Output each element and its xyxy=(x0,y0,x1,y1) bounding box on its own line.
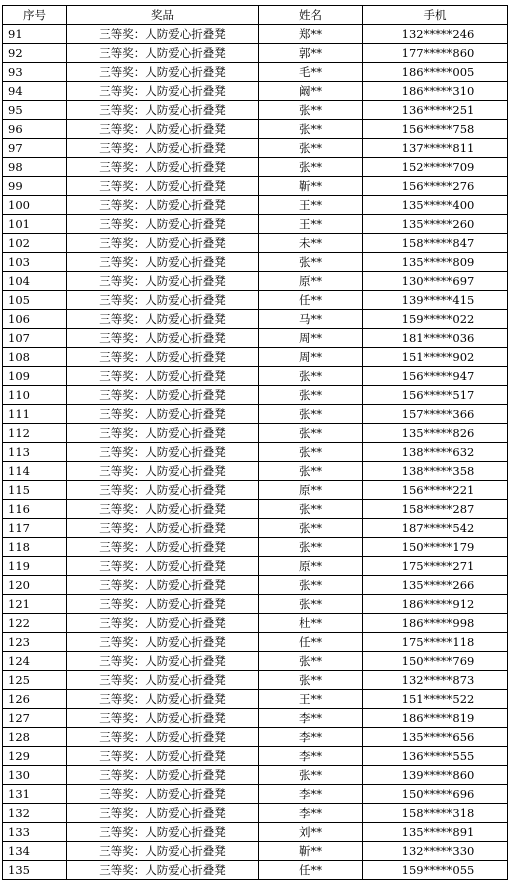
row-phone: 177*****860 xyxy=(363,44,508,63)
row-phone: 138*****358 xyxy=(363,462,508,481)
row-phone: 132*****873 xyxy=(363,671,508,690)
row-phone: 139*****415 xyxy=(363,291,508,310)
row-index: 131 xyxy=(3,785,67,804)
row-phone: 157*****366 xyxy=(363,405,508,424)
table-row xyxy=(3,785,508,804)
row-name: 张** xyxy=(259,101,363,120)
row-index: 109 xyxy=(3,367,67,386)
header-index: 序号 xyxy=(3,6,67,25)
row-phone: 150*****696 xyxy=(363,785,508,804)
table-header xyxy=(3,6,508,25)
row-index: 102 xyxy=(3,234,67,253)
row-prize: 三等奖：人防爱心折叠凳 xyxy=(67,747,259,766)
table-row xyxy=(3,861,508,880)
row-prize: 三等奖：人防爱心折叠凳 xyxy=(67,234,259,253)
row-name: 周** xyxy=(259,348,363,367)
row-index: 103 xyxy=(3,253,67,272)
row-phone: 186*****005 xyxy=(363,63,508,82)
row-phone: 158*****287 xyxy=(363,500,508,519)
table-row xyxy=(3,310,508,329)
table-row xyxy=(3,842,508,861)
row-name: 李** xyxy=(259,804,363,823)
row-name: 张** xyxy=(259,519,363,538)
table-row xyxy=(3,405,508,424)
row-prize: 三等奖：人防爱心折叠凳 xyxy=(67,690,259,709)
row-name: 王** xyxy=(259,196,363,215)
row-prize: 三等奖：人防爱心折叠凳 xyxy=(67,348,259,367)
table-row xyxy=(3,139,508,158)
table-row xyxy=(3,633,508,652)
row-name: 毛** xyxy=(259,63,363,82)
row-index: 120 xyxy=(3,576,67,595)
row-index: 98 xyxy=(3,158,67,177)
table-row xyxy=(3,291,508,310)
row-prize: 三等奖：人防爱心折叠凳 xyxy=(67,728,259,747)
row-name: 张** xyxy=(259,671,363,690)
table-row xyxy=(3,272,508,291)
row-phone: 186*****819 xyxy=(363,709,508,728)
row-phone: 158*****318 xyxy=(363,804,508,823)
row-phone: 137*****811 xyxy=(363,139,508,158)
row-name: 王** xyxy=(259,690,363,709)
row-phone: 135*****891 xyxy=(363,823,508,842)
table-row xyxy=(3,709,508,728)
row-index: 104 xyxy=(3,272,67,291)
row-name: 刘** xyxy=(259,823,363,842)
row-phone: 156*****758 xyxy=(363,120,508,139)
table-row xyxy=(3,25,508,44)
row-prize: 三等奖：人防爱心折叠凳 xyxy=(67,63,259,82)
row-prize: 三等奖：人防爱心折叠凳 xyxy=(67,633,259,652)
row-phone: 156*****276 xyxy=(363,177,508,196)
table-row xyxy=(3,462,508,481)
row-name: 阚** xyxy=(259,82,363,101)
row-index: 134 xyxy=(3,842,67,861)
table-row xyxy=(3,386,508,405)
table-row xyxy=(3,253,508,272)
row-name: 张** xyxy=(259,367,363,386)
row-prize: 三等奖：人防爱心折叠凳 xyxy=(67,595,259,614)
header-row xyxy=(3,6,508,25)
row-name: 张** xyxy=(259,443,363,462)
row-prize: 三等奖：人防爱心折叠凳 xyxy=(67,823,259,842)
row-phone: 175*****271 xyxy=(363,557,508,576)
row-index: 111 xyxy=(3,405,67,424)
row-index: 115 xyxy=(3,481,67,500)
row-prize: 三等奖：人防爱心折叠凳 xyxy=(67,842,259,861)
row-phone: 186*****912 xyxy=(363,595,508,614)
row-index: 93 xyxy=(3,63,67,82)
row-index: 132 xyxy=(3,804,67,823)
row-index: 94 xyxy=(3,82,67,101)
row-phone: 135*****260 xyxy=(363,215,508,234)
row-name: 郑** xyxy=(259,25,363,44)
row-prize: 三等奖：人防爱心折叠凳 xyxy=(67,785,259,804)
row-index: 106 xyxy=(3,310,67,329)
row-name: 任** xyxy=(259,861,363,880)
table-row xyxy=(3,348,508,367)
row-prize: 三等奖：人防爱心折叠凳 xyxy=(67,671,259,690)
row-prize: 三等奖：人防爱心折叠凳 xyxy=(67,120,259,139)
row-prize: 三等奖：人防爱心折叠凳 xyxy=(67,101,259,120)
row-phone: 151*****902 xyxy=(363,348,508,367)
row-prize: 三等奖：人防爱心折叠凳 xyxy=(67,804,259,823)
row-name: 任** xyxy=(259,291,363,310)
row-index: 122 xyxy=(3,614,67,633)
row-prize: 三等奖：人防爱心折叠凳 xyxy=(67,652,259,671)
table-row xyxy=(3,652,508,671)
row-index: 126 xyxy=(3,690,67,709)
row-phone: 159*****055 xyxy=(363,861,508,880)
row-prize: 三等奖：人防爱心折叠凳 xyxy=(67,291,259,310)
row-prize: 三等奖：人防爱心折叠凳 xyxy=(67,253,259,272)
row-prize: 三等奖：人防爱心折叠凳 xyxy=(67,25,259,44)
row-index: 92 xyxy=(3,44,67,63)
row-index: 100 xyxy=(3,196,67,215)
row-name: 王** xyxy=(259,215,363,234)
table-row xyxy=(3,82,508,101)
row-prize: 三等奖：人防爱心折叠凳 xyxy=(67,443,259,462)
table-row xyxy=(3,500,508,519)
table-row xyxy=(3,671,508,690)
row-prize: 三等奖：人防爱心折叠凳 xyxy=(67,709,259,728)
row-index: 91 xyxy=(3,25,67,44)
row-phone: 175*****118 xyxy=(363,633,508,652)
table-row xyxy=(3,538,508,557)
row-prize: 三等奖：人防爱心折叠凳 xyxy=(67,614,259,633)
row-name: 郭** xyxy=(259,44,363,63)
row-index: 117 xyxy=(3,519,67,538)
row-prize: 三等奖：人防爱心折叠凳 xyxy=(67,329,259,348)
table-row xyxy=(3,557,508,576)
row-name: 靳** xyxy=(259,842,363,861)
table-row xyxy=(3,804,508,823)
row-phone: 132*****330 xyxy=(363,842,508,861)
table-row xyxy=(3,747,508,766)
row-name: 张** xyxy=(259,120,363,139)
table-row xyxy=(3,44,508,63)
row-phone: 151*****522 xyxy=(363,690,508,709)
row-phone: 135*****809 xyxy=(363,253,508,272)
table-row xyxy=(3,215,508,234)
row-name: 原** xyxy=(259,557,363,576)
row-prize: 三等奖：人防爱心折叠凳 xyxy=(67,386,259,405)
row-phone: 139*****860 xyxy=(363,766,508,785)
row-name: 原** xyxy=(259,272,363,291)
row-phone: 159*****022 xyxy=(363,310,508,329)
table-row xyxy=(3,120,508,139)
row-prize: 三等奖：人防爱心折叠凳 xyxy=(67,538,259,557)
row-phone: 135*****266 xyxy=(363,576,508,595)
table-row xyxy=(3,728,508,747)
table-body xyxy=(3,25,508,880)
row-phone: 156*****221 xyxy=(363,481,508,500)
table-row xyxy=(3,576,508,595)
row-phone: 132*****246 xyxy=(363,25,508,44)
row-name: 张** xyxy=(259,405,363,424)
row-name: 张** xyxy=(259,538,363,557)
row-name: 张** xyxy=(259,500,363,519)
table-row xyxy=(3,329,508,348)
row-index: 101 xyxy=(3,215,67,234)
row-index: 97 xyxy=(3,139,67,158)
row-prize: 三等奖：人防爱心折叠凳 xyxy=(67,158,259,177)
row-phone: 150*****179 xyxy=(363,538,508,557)
row-name: 张** xyxy=(259,595,363,614)
row-prize: 三等奖：人防爱心折叠凳 xyxy=(67,139,259,158)
row-index: 95 xyxy=(3,101,67,120)
row-prize: 三等奖：人防爱心折叠凳 xyxy=(67,766,259,785)
row-name: 张** xyxy=(259,462,363,481)
table-row xyxy=(3,367,508,386)
table-row xyxy=(3,766,508,785)
table-row xyxy=(3,481,508,500)
row-prize: 三等奖：人防爱心折叠凳 xyxy=(67,519,259,538)
table-row xyxy=(3,234,508,253)
row-prize: 三等奖：人防爱心折叠凳 xyxy=(67,481,259,500)
row-index: 107 xyxy=(3,329,67,348)
row-index: 119 xyxy=(3,557,67,576)
row-index: 135 xyxy=(3,861,67,880)
row-index: 130 xyxy=(3,766,67,785)
table-row xyxy=(3,614,508,633)
row-phone: 186*****998 xyxy=(363,614,508,633)
row-index: 125 xyxy=(3,671,67,690)
row-name: 张** xyxy=(259,766,363,785)
row-name: 原** xyxy=(259,481,363,500)
row-name: 张** xyxy=(259,576,363,595)
row-prize: 三等奖：人防爱心折叠凳 xyxy=(67,405,259,424)
table-row xyxy=(3,177,508,196)
row-phone: 152*****709 xyxy=(363,158,508,177)
table-row xyxy=(3,158,508,177)
row-name: 张** xyxy=(259,386,363,405)
table-row xyxy=(3,196,508,215)
table-row xyxy=(3,823,508,842)
row-prize: 三等奖：人防爱心折叠凳 xyxy=(67,272,259,291)
row-name: 周** xyxy=(259,329,363,348)
row-phone: 158*****847 xyxy=(363,234,508,253)
row-index: 99 xyxy=(3,177,67,196)
row-prize: 三等奖：人防爱心折叠凳 xyxy=(67,82,259,101)
row-prize: 三等奖：人防爱心折叠凳 xyxy=(67,576,259,595)
row-name: 靳** xyxy=(259,177,363,196)
row-prize: 三等奖：人防爱心折叠凳 xyxy=(67,196,259,215)
row-name: 张** xyxy=(259,158,363,177)
row-prize: 三等奖：人防爱心折叠凳 xyxy=(67,424,259,443)
table-row xyxy=(3,63,508,82)
row-index: 128 xyxy=(3,728,67,747)
row-prize: 三等奖：人防爱心折叠凳 xyxy=(67,215,259,234)
row-name: 任** xyxy=(259,633,363,652)
row-index: 121 xyxy=(3,595,67,614)
row-prize: 三等奖：人防爱心折叠凳 xyxy=(67,462,259,481)
row-index: 113 xyxy=(3,443,67,462)
header-prize: 奖品 xyxy=(67,6,259,25)
row-prize: 三等奖：人防爱心折叠凳 xyxy=(67,557,259,576)
row-phone: 187*****542 xyxy=(363,519,508,538)
row-index: 124 xyxy=(3,652,67,671)
table-row xyxy=(3,595,508,614)
row-phone: 156*****947 xyxy=(363,367,508,386)
row-name: 李** xyxy=(259,709,363,728)
row-index: 108 xyxy=(3,348,67,367)
row-name: 马** xyxy=(259,310,363,329)
table-row xyxy=(3,443,508,462)
row-name: 张** xyxy=(259,424,363,443)
row-phone: 135*****400 xyxy=(363,196,508,215)
row-index: 110 xyxy=(3,386,67,405)
row-phone: 181*****036 xyxy=(363,329,508,348)
row-name: 未** xyxy=(259,234,363,253)
row-phone: 150*****769 xyxy=(363,652,508,671)
row-name: 李** xyxy=(259,785,363,804)
row-phone: 136*****251 xyxy=(363,101,508,120)
row-phone: 130*****697 xyxy=(363,272,508,291)
winners-table xyxy=(2,5,508,880)
row-prize: 三等奖：人防爱心折叠凳 xyxy=(67,310,259,329)
row-index: 96 xyxy=(3,120,67,139)
row-index: 116 xyxy=(3,500,67,519)
table-row xyxy=(3,424,508,443)
table-row xyxy=(3,519,508,538)
row-name: 李** xyxy=(259,728,363,747)
winners-table-container xyxy=(2,5,508,880)
table-row xyxy=(3,690,508,709)
row-name: 张** xyxy=(259,652,363,671)
row-phone: 136*****555 xyxy=(363,747,508,766)
row-phone: 135*****826 xyxy=(363,424,508,443)
row-prize: 三等奖：人防爱心折叠凳 xyxy=(67,177,259,196)
row-name: 张** xyxy=(259,139,363,158)
row-index: 118 xyxy=(3,538,67,557)
row-index: 123 xyxy=(3,633,67,652)
row-index: 127 xyxy=(3,709,67,728)
row-index: 105 xyxy=(3,291,67,310)
row-phone: 138*****632 xyxy=(363,443,508,462)
row-phone: 186*****310 xyxy=(363,82,508,101)
table-row xyxy=(3,101,508,120)
header-name: 姓名 xyxy=(259,6,363,25)
row-name: 张** xyxy=(259,253,363,272)
row-prize: 三等奖：人防爱心折叠凳 xyxy=(67,861,259,880)
row-prize: 三等奖：人防爱心折叠凳 xyxy=(67,44,259,63)
row-prize: 三等奖：人防爱心折叠凳 xyxy=(67,500,259,519)
row-name: 李** xyxy=(259,747,363,766)
row-name: 杜** xyxy=(259,614,363,633)
row-index: 114 xyxy=(3,462,67,481)
row-phone: 135*****656 xyxy=(363,728,508,747)
row-prize: 三等奖：人防爱心折叠凳 xyxy=(67,367,259,386)
row-index: 133 xyxy=(3,823,67,842)
row-phone: 156*****517 xyxy=(363,386,508,405)
row-index: 112 xyxy=(3,424,67,443)
row-index: 129 xyxy=(3,747,67,766)
header-phone: 手机 xyxy=(363,6,508,25)
